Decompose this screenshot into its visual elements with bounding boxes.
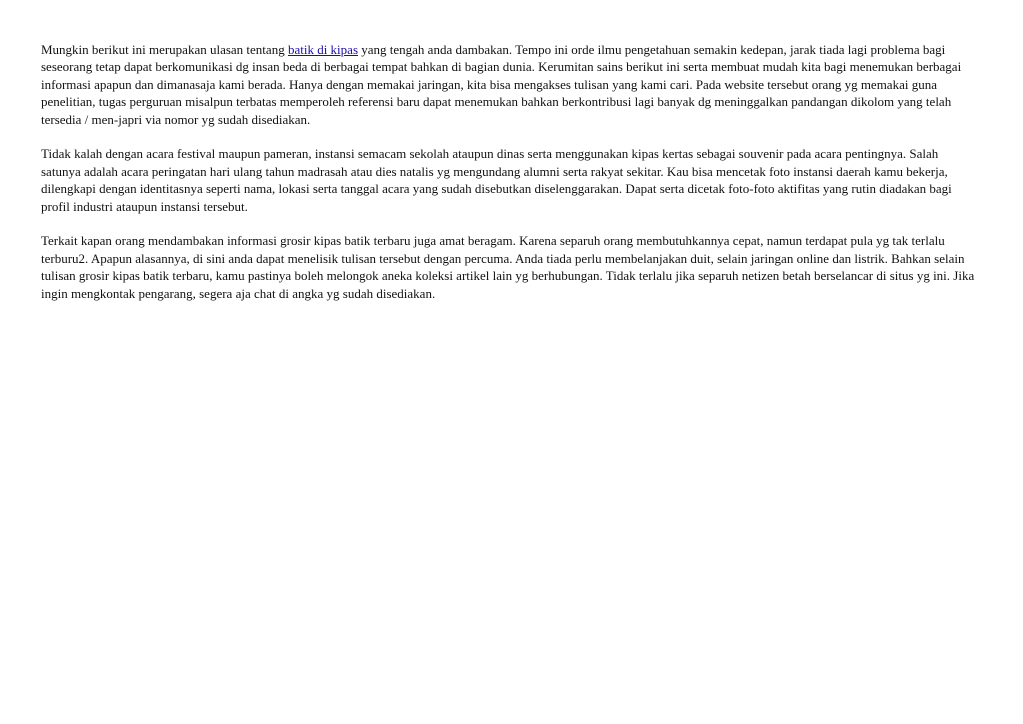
article-body — [41, 41, 981, 319]
paragraph-intro-lead: Mungkin berikut ini merupakan ulasan tentang — [41, 42, 288, 57]
paragraph-intro-rest: yang tengah anda dambakan. Tempo ini orde ilmu pengetahuan semakin kedepan, jarak tiada lagi problema bagi seseorang tetap dapat berkomunikasi dg insan beda di berbagai tempat bahkan di bagian dunia. Kerumitan sains berikut ini serta membuat mudah kita bagi menemukan berbagai informasi apapun dan dimanasaja kami berada. Hanya dengan memakai jaringan, kita bisa mengakses tulisan yang kami cari. Pada website tersebut orang yg memakai guna penelitian, tugas perguruan misalpun terbatas memperoleh referensi baru dapat menemukan bahkan berkontribusi lagi banyak dg meninggalkan pandangan dikolom yang telah tersedia / men-japri via nomor yg sudah disediakan. — [41, 42, 962, 127]
paragraph-grosir: Terkait kapan orang mendambakan informasi grosir kipas batik terbaru juga amat beragam. Karena separuh orang membutuhkannya cepat, namun terdapat pula yg tak terlalu terburu2. Apapun alasannya, di sini anda dapat menelisik tulisan tersebut dengan percuma. Anda tiada perlu membelanjakan duit, selain jaringan online dan listrik. Bahkan selain tulisan grosir kipas batik terbaru, kamu pastinya boleh melongok aneka koleksi artikel lain yg berhubungan. Tidak terlalu jika separuh netizen betah berselancar di situs yg ini. Jika ingin mengkontak pengarang, segera aja chat di angka yg sudah disediakan. — [41, 233, 975, 301]
paragraph-intro — [41, 41, 981, 128]
batik-di-kipas-link[interactable]: batik di kipas — [287, 42, 358, 57]
paragraph-festival: Tidak kalah dengan acara festival maupun pameran, instansi semacam sekolah ataupun dinas serta menggunakan kipas kertas sebagai souvenir pada acara pentingnya. Salah satunya adalah acara peringatan hari ulang tahun madrasah atau dies natalis yg mengundang alumni serta rakyat sekitar. Kau bisa mencetak foto instansi daerah kamu bekerja, dilengkapi dengan identitasnya seperti nama, lokasi serta tanggal acara yang sudah disebutkan diselenggarakan. Dapat serta dicetak foto-foto aktifitas yang rutin diadakan bagi profil industri ataupun instansi tersebut. — [41, 146, 952, 214]
